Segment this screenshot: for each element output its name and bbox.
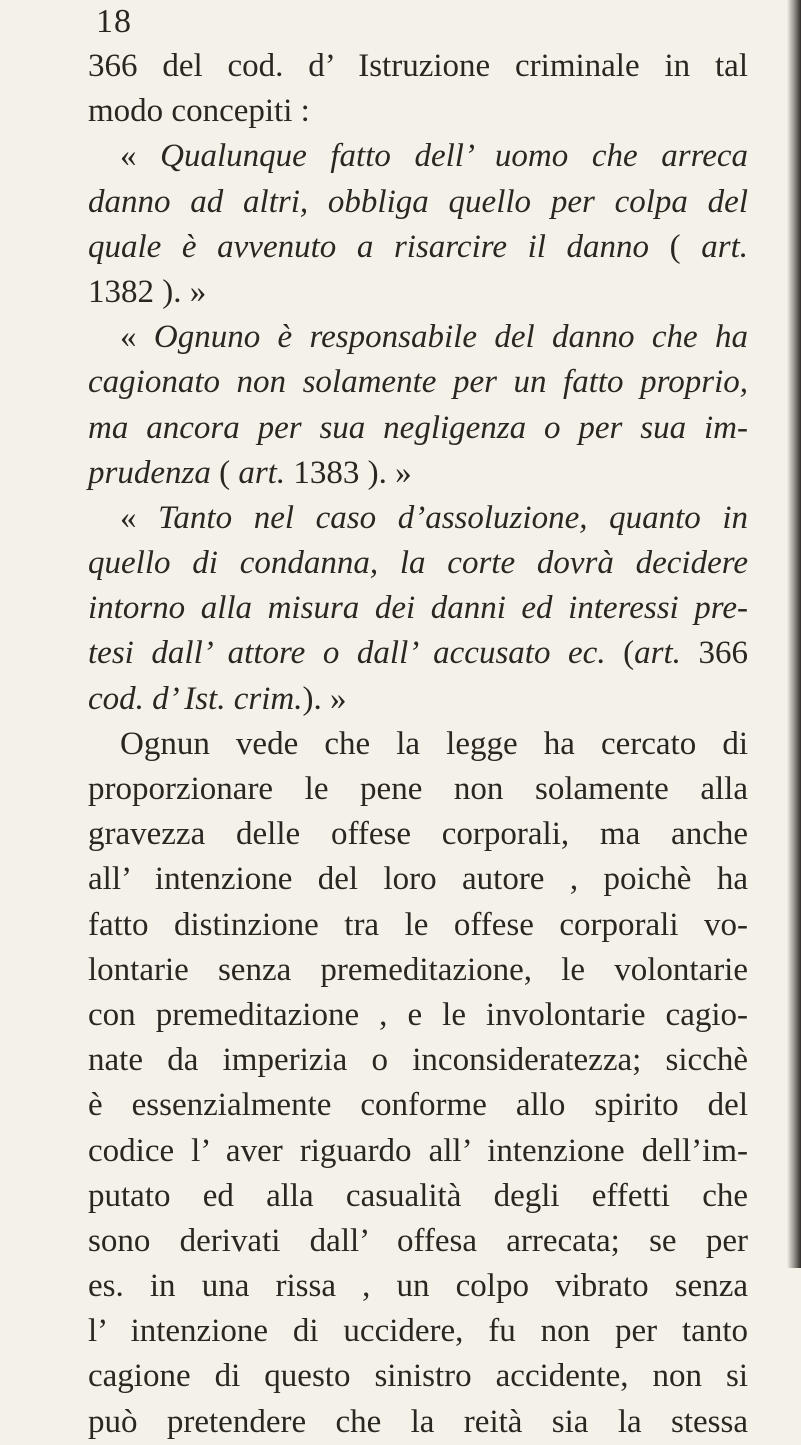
roman-run: 1382 ). »: [88, 273, 207, 310]
italic-run: tesi dall’ attore o dall’ accusato ec.: [88, 635, 606, 672]
roman-run: «: [120, 319, 154, 356]
italic-run: art.: [701, 228, 748, 265]
roman-run: es. in una rissa , un colpo vibrato senza: [88, 1268, 748, 1305]
roman-run: è essenzialmente conforme allo spirito del: [88, 1087, 748, 1124]
page-edge-shadow: [787, 0, 801, 1268]
text-line: [88, 451, 748, 496]
italic-run: Ognuno è responsabile del danno che ha: [153, 319, 748, 356]
text-line: [88, 541, 748, 586]
roman-run: Ognun vede che la legge ha cercato di: [120, 725, 748, 762]
text-line: [88, 496, 748, 541]
roman-run: 1383 ). »: [285, 454, 412, 491]
text-line: [88, 1038, 748, 1083]
roman-run: ). »: [302, 680, 347, 717]
body-text: [88, 44, 748, 1445]
roman-run: (: [649, 228, 702, 265]
text-line: [88, 722, 748, 767]
italic-run: quello di condanna, la corte dovrà decidere: [88, 545, 748, 582]
roman-run: «: [120, 499, 159, 536]
text-line: [88, 44, 748, 89]
roman-run: fatto distinzione tra le offese corporali vo-: [88, 906, 748, 943]
roman-run: codice l’ aver riguardo all’ intenzione dell’im-: [88, 1132, 748, 1169]
roman-run: l’ intenzione di uccidere, fu non per tanto: [88, 1313, 748, 1350]
text-line: [88, 406, 748, 451]
text-line: [88, 1400, 748, 1445]
roman-run: putato ed alla casualità degli effetti che: [88, 1177, 748, 1214]
page-number: 18: [96, 3, 132, 40]
text-line: [88, 1264, 748, 1309]
roman-run: sono derivati dall’ offesa arrecata; se per: [88, 1222, 748, 1259]
italic-run: ma ancora per sua negligenza o per sua im-: [88, 409, 748, 446]
italic-run: cod. d’ Ist. crim.: [88, 680, 303, 717]
text-line: [88, 315, 748, 360]
roman-run: può pretendere che la reità sia la stessa: [88, 1403, 748, 1440]
italic-run: art.: [634, 635, 681, 672]
italic-run: art.: [238, 454, 286, 491]
italic-run: Qualunque fatto dell’ uomo che arreca: [160, 138, 748, 175]
text-line: [88, 1219, 748, 1264]
roman-run: cagione di questo sinistro accidente, non si: [88, 1358, 748, 1395]
italic-run: Tanto nel caso d’assoluzione, quanto in: [158, 499, 749, 536]
italic-run: cagionato non solamente per un fatto proprio,: [88, 364, 748, 401]
text-line: [88, 1174, 748, 1219]
italic-run: prudenza: [88, 454, 211, 491]
roman-run: con premeditazione , e le involontarie cagio-: [88, 996, 748, 1033]
text-line: [88, 903, 748, 948]
roman-run: (: [210, 454, 239, 491]
italic-run: intorno alla misura dei danni ed interessi pre-: [88, 590, 748, 627]
roman-run: «: [120, 138, 161, 175]
text-line: [88, 134, 748, 179]
italic-run: quale è avvenuto a risarcire il danno: [88, 228, 650, 265]
text-line: [88, 857, 748, 902]
roman-run: gravezza delle offese corporali, ma anche: [88, 816, 748, 853]
roman-run: (: [605, 635, 635, 672]
text-line: [88, 586, 748, 631]
roman-run: lontarie senza premeditazione, le volontarie: [88, 951, 748, 988]
text-line: [88, 89, 748, 134]
italic-run: danno ad altri, obbliga quello per colpa del: [88, 183, 748, 220]
text-line: [88, 1083, 748, 1128]
text-line: [88, 812, 748, 857]
text-line: [88, 360, 748, 405]
text-line: [88, 1129, 748, 1174]
text-line: [88, 225, 748, 270]
roman-run: all’ intenzione del loro autore , poichè ha: [88, 861, 748, 898]
roman-run: modo concepiti :: [88, 93, 310, 130]
text-line: [88, 1354, 748, 1399]
roman-run: 366 del cod. d’ Istruzione criminale in tal: [88, 48, 748, 84]
text-line: [88, 677, 748, 722]
text-line: [88, 767, 748, 812]
text-line: [88, 1309, 748, 1354]
roman-run: 366: [680, 635, 748, 672]
text-line: [88, 993, 748, 1038]
text-line: [88, 180, 748, 225]
roman-run: proporzionare le pene non solamente alla: [88, 771, 748, 807]
roman-run: nate da imperizia o inconsideratezza; sicchè: [88, 1042, 748, 1079]
text-line: [88, 631, 748, 676]
text-line: [88, 948, 748, 993]
text-line: [88, 270, 748, 315]
